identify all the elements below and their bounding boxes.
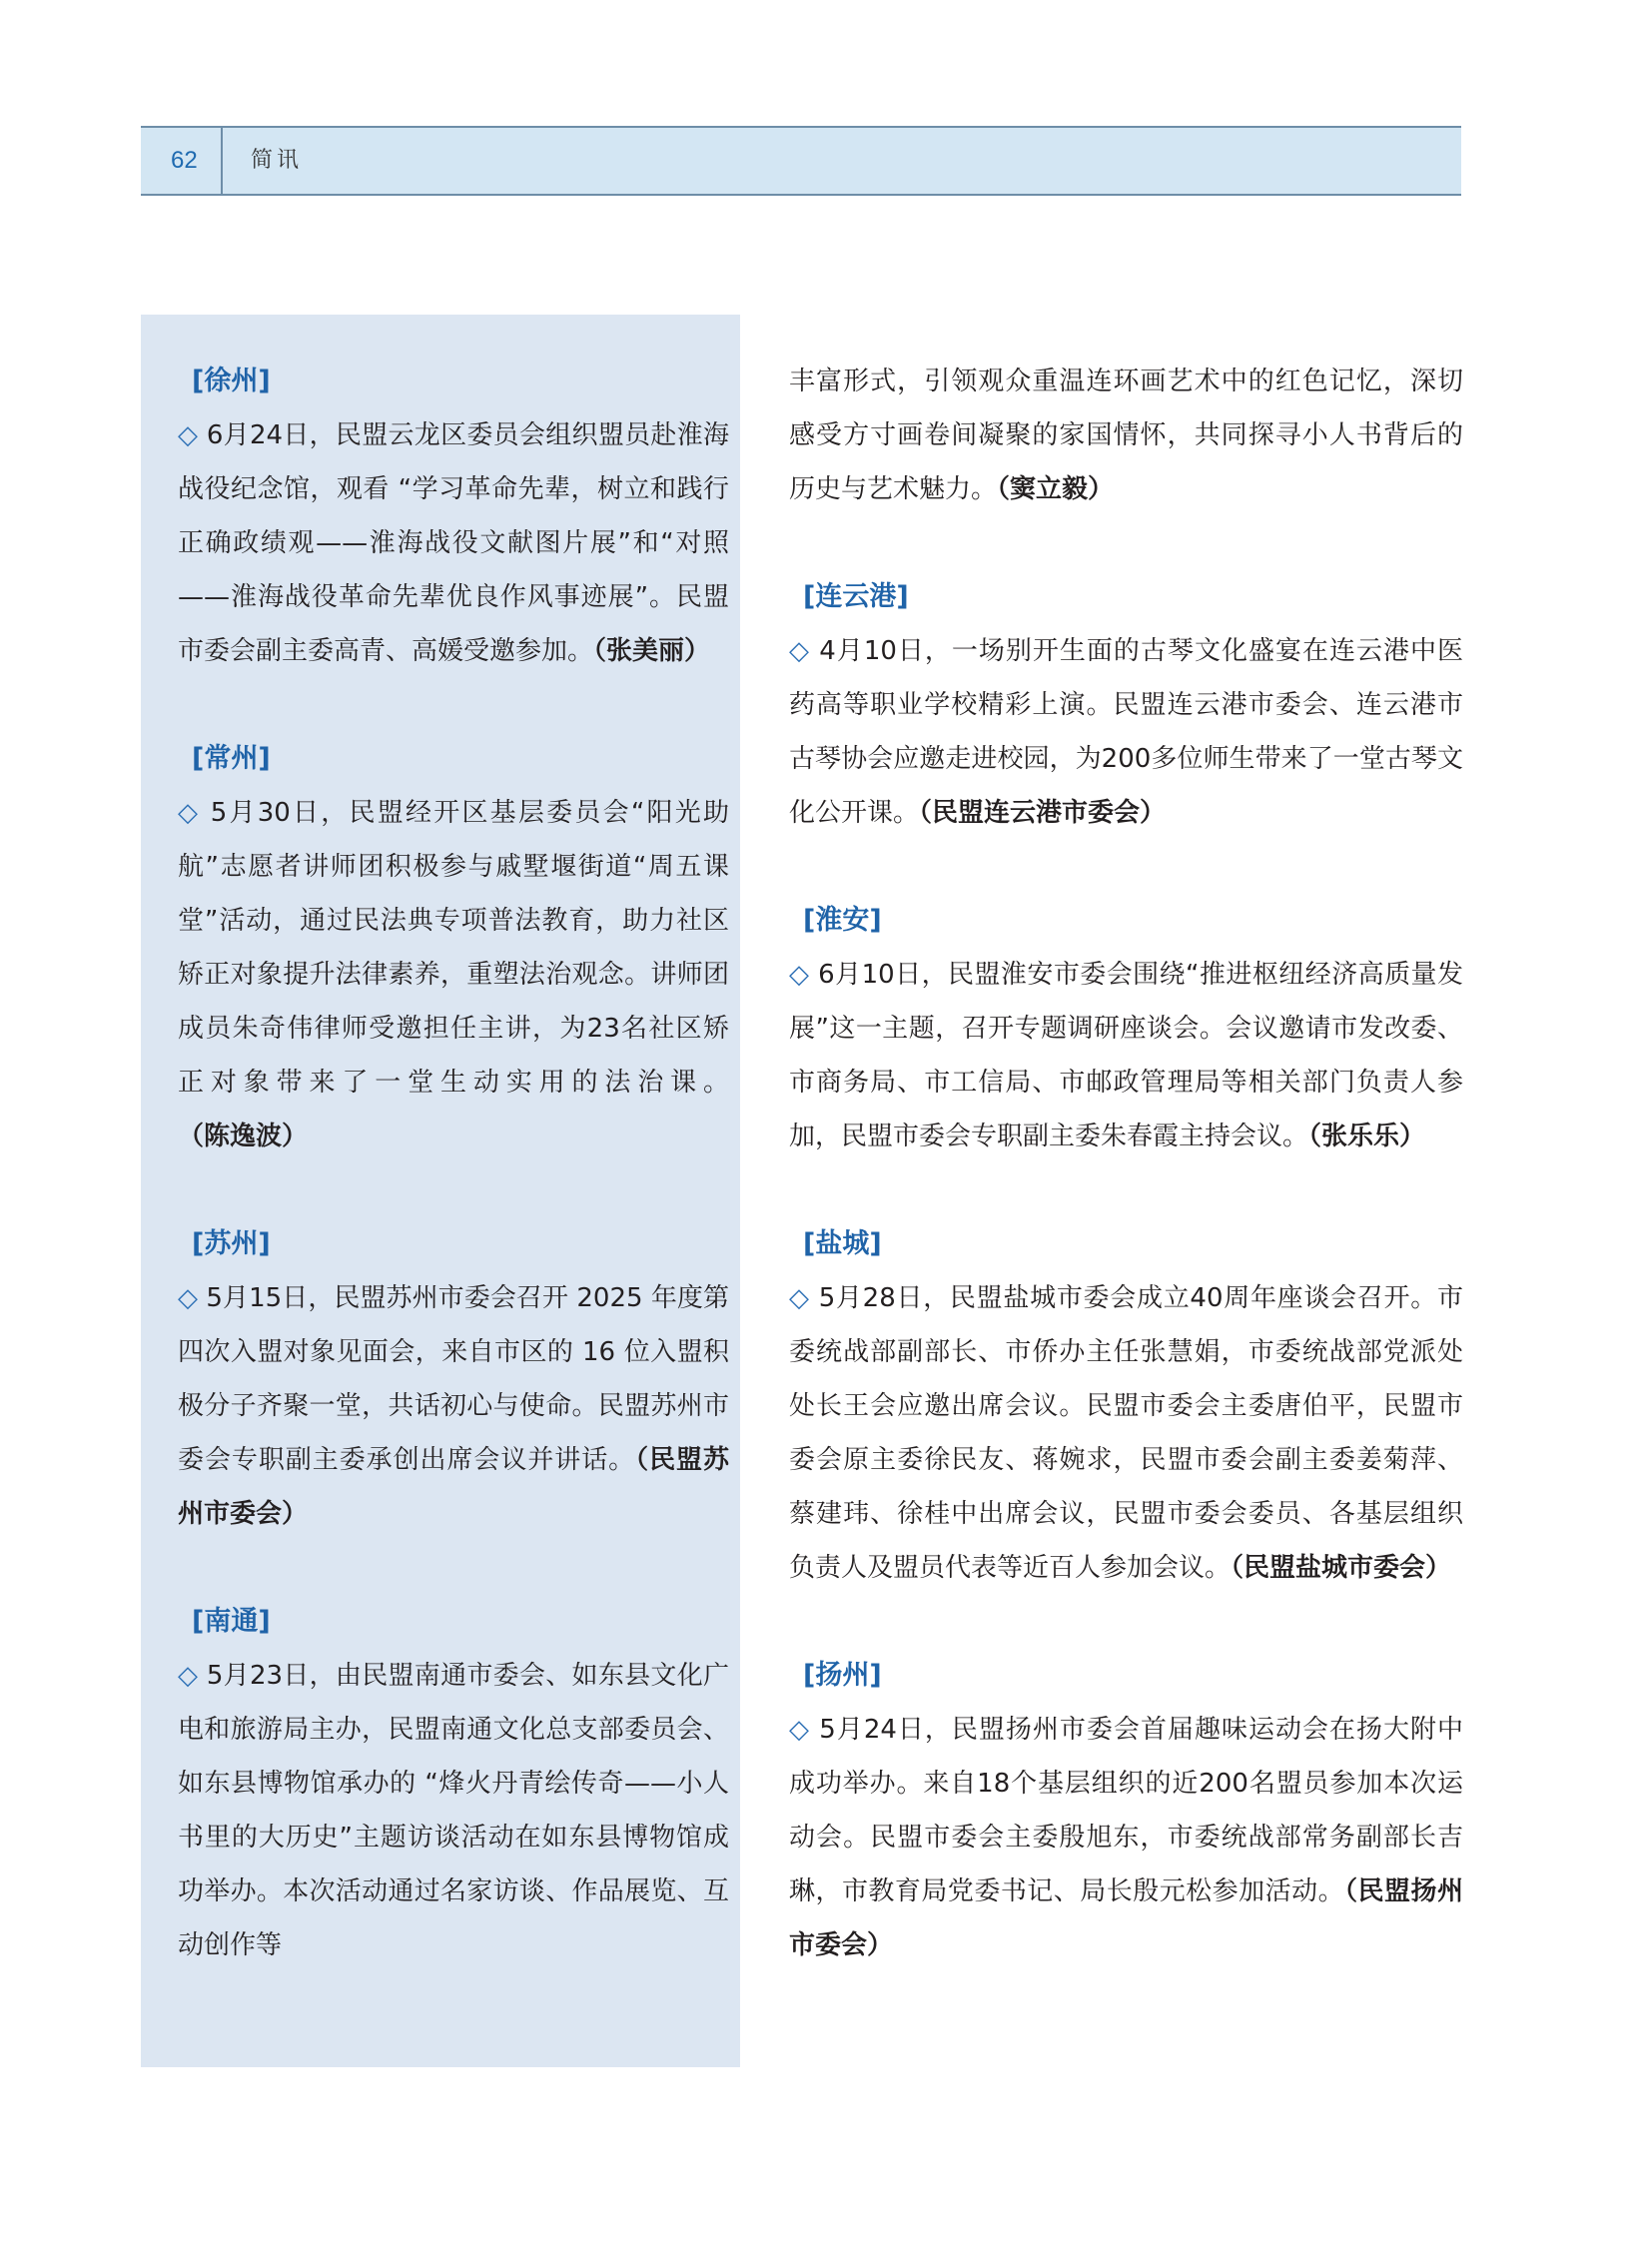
news-entry-yangzhou [789,1649,1463,1972]
entry-paragraph [789,1703,1463,1972]
entry-paragraph [178,1649,729,1972]
news-entry-huaian [789,894,1463,1163]
city-heading: [徐州] [192,366,271,396]
city-heading: [淮安] [803,905,882,936]
diamond-bullet-icon: ◇ [178,1283,199,1313]
city-heading: [盐城] [803,1228,882,1259]
news-entry-nantong [178,1595,729,1972]
entry-paragraph [789,1271,1463,1595]
page-header [141,126,1461,196]
entry-paragraph [789,624,1463,840]
diamond-bullet-icon: ◇ [789,960,810,990]
entry-text: 5月23日，由民盟南通市委会、如东县文化广电和旅游局主办，民盟南通文化总支部委员会、如东县博物馆承办的 “烽火丹青绘传奇——小人书里的大历史”主题访谈活动在如东县博物馆成功举办。本次活动通过名家访谈、作品展览、互动创作等 [178,1661,729,1960]
diamond-bullet-icon: ◇ [789,1283,810,1313]
entry-text: 5月28日，民盟盐城市委会成立40周年座谈会召开。市委统战部副部长、市侨办主任张慧娟，市委统战部党派处处长王会应邀出席会议。民盟市委会主委唐伯平，民盟市委会原主委徐民友、蒋婉求，民盟市委会副主委姜菊萍、蔡建玮、徐桂中出席会议，民盟市委会委员、各基层组织负责人及盟员代表等近百人参加会议。 [789,1283,1463,1583]
entry-text: 丰富形式，引领观众重温连环画艺术中的红色记忆，深切感受方寸画卷间凝聚的家国情怀，共同探寻小人书背后的历史与艺术魅力。 [789,367,1463,504]
diamond-bullet-icon: ◇ [178,798,201,828]
entry-author: （张乐乐） [1308,1121,1426,1151]
entry-author: （民盟盐城市委会） [1231,1553,1452,1583]
section-title: 简讯 [251,148,304,173]
entry-text: 5月24日，民盟扬州市委会首届趣味运动会在扬大附中成功举办。来自18个基层组织的近200名盟员参加本次运动会。民盟市委会主委殷旭东，市委统战部常务副部长吉琳，市教育局党委书记、局长殷元松参加活动。 [789,1715,1463,1906]
news-entry-xuzhou [178,355,729,678]
entry-text: 4月10日，一场别开生面的古琴文化盛宴在连云港中医药高等职业学校精彩上演。民盟连云港市委会、连云港市古琴协会应邀走进校园，为200多位师生带来了一堂古琴文化公开课。 [789,636,1463,828]
page-number: 62 [171,147,198,174]
entry-author: （陈逸波） [178,1121,309,1151]
city-heading: [南通] [192,1606,271,1637]
news-entry-lianyungang [789,570,1463,840]
entry-text: 6月24日，民盟云龙区委员会组织盟员赴淮海战役纪念馆，观看 “学习革命先辈，树立和践行正确政绩观——淮海战役文献图片展”和“对照——淮海战役革命先辈优良作风事迹展”。民盟市委会副主委高青、高媛受邀参加。 [178,420,729,666]
news-entry-yancheng [789,1217,1463,1595]
entry-paragraph [178,1271,729,1541]
news-entry-changzhou [178,732,729,1163]
city-heading: [扬州] [803,1660,882,1691]
left-column [178,355,729,2026]
diamond-bullet-icon: ◇ [789,636,810,666]
entry-text: 6月10日，民盟淮安市委会围绕“推进枢纽经济高质量发展”这一主题，召开专题调研座谈会。会议邀请市发改委、市商务局、市工信局、市邮政管理局等相关部门负责人参加，民盟市委会专职副主委朱春霞主持会议。 [789,960,1463,1151]
entry-author: （窦立毅） [997,474,1115,504]
diamond-bullet-icon: ◇ [178,1661,199,1691]
entry-paragraph [789,355,1463,516]
entry-paragraph [178,786,729,1163]
city-heading: [连云港] [803,581,909,612]
entry-text: 5月30日，民盟经开区基层委员会“阳光助航”志愿者讲师团积极参与戚墅堰街道“周五课堂”活动，通过民法典专项普法教育，助力社区矫正对象提升法律素养，重塑法治观念。讲师团成员朱奇伟律师受邀担任主讲，为23名社区矫正对象带来了一堂生动实用的法治课。 [178,798,729,1098]
city-heading: [苏州] [192,1228,271,1259]
diamond-bullet-icon: ◇ [178,420,199,450]
news-entry-nantong-continued [789,355,1463,516]
entry-text: 5月15日，民盟苏州市委会召开 2025 年度第四次入盟对象见面会，来自市区的 16 位入盟积极分子齐聚一堂，共话初心与使命。民盟苏州市委会专职副主委承创出席会议并讲话。 [178,1283,730,1475]
right-column [789,355,1463,2026]
entry-paragraph [789,948,1463,1163]
entry-author: （张美丽） [593,636,711,666]
news-entry-suzhou [178,1217,729,1541]
entry-author: （民盟苏州市委会） [178,1445,729,1529]
header-divider [221,128,223,194]
entry-paragraph [178,408,729,678]
diamond-bullet-icon: ◇ [789,1715,810,1745]
city-heading: [常州] [192,743,271,774]
entry-author: （民盟扬州市委会） [789,1876,1463,1960]
entry-author: （民盟连云港市委会） [919,798,1167,828]
